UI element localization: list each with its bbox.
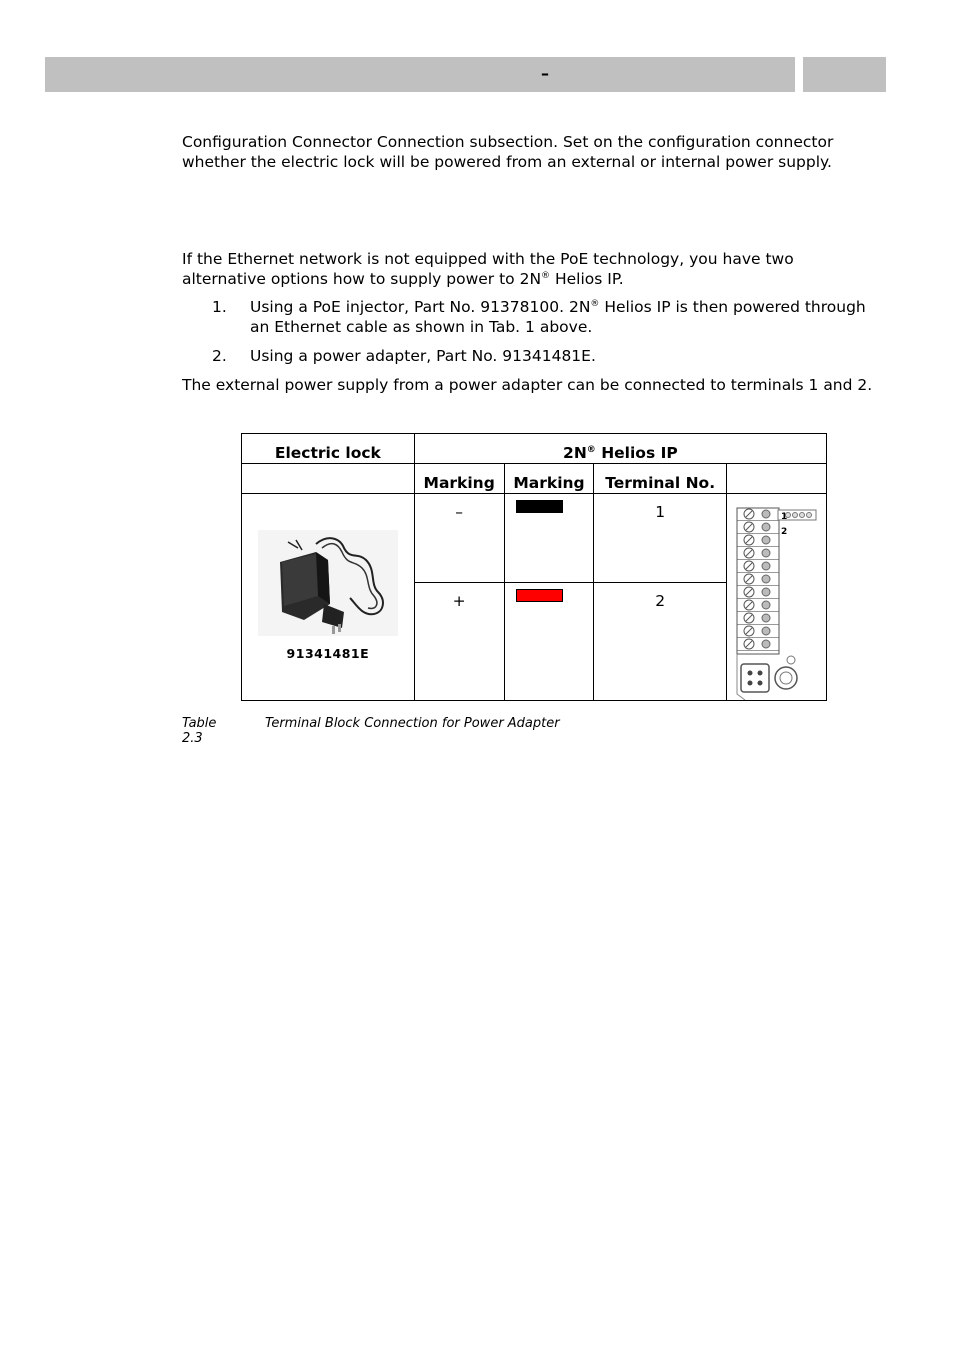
terminal-socket bbox=[762, 640, 770, 648]
paragraph-poe-alternatives bbox=[182, 249, 882, 289]
terminal-block-cell bbox=[726, 494, 826, 701]
subheader-marking: Marking bbox=[414, 464, 504, 494]
terminal-socket bbox=[762, 523, 770, 531]
terminal-label-1: 1 bbox=[780, 512, 788, 522]
wire-color-swatch-red bbox=[516, 589, 563, 602]
header-gap bbox=[795, 57, 803, 92]
terminal-socket bbox=[762, 562, 770, 570]
subheader-empty bbox=[726, 464, 826, 494]
header-bar bbox=[45, 57, 795, 92]
caption-text: Terminal Block Connection for Power Adapter bbox=[265, 716, 560, 731]
list-item-number: 2. bbox=[212, 347, 227, 365]
subheader-marking-color: Marking bbox=[504, 464, 594, 494]
list-item-number: 1. bbox=[212, 298, 227, 316]
header-page-box bbox=[803, 57, 886, 92]
adapter-part-number: 91341481E bbox=[286, 646, 370, 661]
list-item-text-end: Helios IP is then powered through an Ethernet cable as shown in Tab. 1 above. bbox=[250, 298, 866, 336]
terminal-socket bbox=[762, 549, 770, 557]
registered-mark: ® bbox=[586, 444, 596, 455]
wire-color-cell bbox=[504, 494, 594, 583]
wire-color-cell bbox=[504, 583, 594, 701]
terminal-number: 1 bbox=[594, 494, 727, 583]
wire-color-swatch-black bbox=[516, 500, 563, 513]
table-subheader-row bbox=[242, 464, 827, 494]
terminal-connection-table bbox=[241, 433, 827, 701]
list-item-text bbox=[250, 297, 870, 337]
terminal-socket bbox=[762, 588, 770, 596]
paragraph-external-power: The external power supply from a power adapter can be connected to terminals 1 and 2. bbox=[182, 376, 873, 394]
header-dash: – bbox=[541, 64, 549, 83]
paragraph-poe-text: If the Ethernet network is not equipped with the PoE technology, you have two alternative options how to supply power to 2N bbox=[182, 250, 794, 288]
header-electric-lock: Electric lock bbox=[242, 434, 415, 464]
subheader-empty bbox=[242, 464, 415, 494]
subheader-terminal-no: Terminal No. bbox=[594, 464, 727, 494]
terminal-socket bbox=[762, 536, 770, 544]
power-adapter-image bbox=[258, 530, 398, 636]
terminal-socket bbox=[762, 510, 770, 518]
marking-symbol: – bbox=[414, 494, 504, 583]
terminal-socket bbox=[762, 614, 770, 622]
paragraph-poe-text-end: Helios IP. bbox=[550, 270, 624, 288]
list-item-text-start: Using a PoE injector, Part No. 91378100. 2N bbox=[250, 298, 591, 316]
adapter-cell bbox=[242, 494, 415, 701]
terminal-block-diagram bbox=[727, 494, 825, 700]
registered-mark: ® bbox=[590, 298, 600, 309]
terminal-socket bbox=[762, 575, 770, 583]
list-item-text: Using a power adapter, Part No. 91341481E. bbox=[250, 347, 596, 365]
terminal-screws bbox=[737, 509, 779, 651]
header-device-suffix: Helios IP bbox=[595, 444, 678, 462]
header-device-prefix: 2N bbox=[563, 444, 587, 462]
registered-mark: ® bbox=[541, 270, 551, 281]
table-row bbox=[242, 494, 827, 583]
table-header-row bbox=[242, 434, 827, 464]
terminal-label-2: 2 bbox=[780, 527, 788, 537]
header-device bbox=[414, 434, 826, 464]
paragraph-config-connector: Configuration Connector Connection subsection. Set on the configuration connector whether the electric lock will be powered from an external or internal power supply. bbox=[182, 133, 834, 171]
marking-symbol: + bbox=[414, 583, 504, 701]
caption-number: Table 2.3 bbox=[182, 716, 217, 746]
terminal-socket bbox=[762, 627, 770, 635]
terminal-socket bbox=[762, 601, 770, 609]
terminal-number: 2 bbox=[594, 583, 727, 701]
